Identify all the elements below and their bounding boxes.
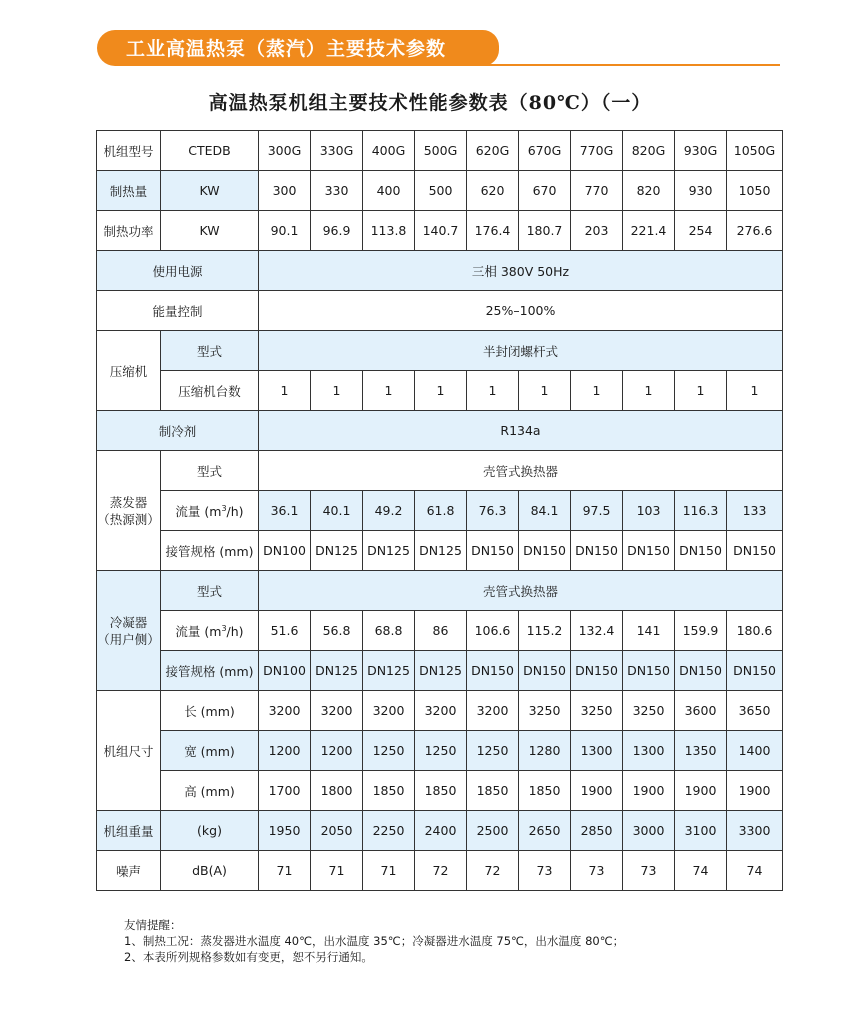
cell: 113.8 <box>363 211 415 251</box>
cell: 71 <box>311 851 363 891</box>
merged-cell: 壳管式换热器 <box>259 451 783 491</box>
cell: 1850 <box>467 771 519 811</box>
cell: 180.6 <box>727 611 783 651</box>
flow-label: 流量 (m <box>175 503 222 519</box>
cell: DN150 <box>623 651 675 691</box>
cell: 670 <box>519 171 571 211</box>
cell: 74 <box>675 851 727 891</box>
cell: 96.9 <box>311 211 363 251</box>
row-unit: (kg) <box>161 811 259 851</box>
flow-label: 流量 (m <box>175 623 222 639</box>
cell: 1050G <box>727 131 783 171</box>
cell: 3250 <box>623 691 675 731</box>
cell: 1300 <box>623 731 675 771</box>
row-label: 使用电源 <box>97 251 259 291</box>
cell: DN150 <box>727 651 783 691</box>
cell: 90.1 <box>259 211 311 251</box>
flow-label-end: /h) <box>226 623 244 639</box>
cell: 76.3 <box>467 491 519 531</box>
cell: 133 <box>727 491 783 531</box>
cell: 2850 <box>571 811 623 851</box>
notes-line: 2、本表所列规格参数如有变更，恕不另行通知。 <box>124 950 373 964</box>
cell: 330 <box>311 171 363 211</box>
cell: 3250 <box>519 691 571 731</box>
cell: 3250 <box>571 691 623 731</box>
group-label-compressor: 压缩机 <box>97 331 161 411</box>
row-noise <box>97 851 783 891</box>
cell: 3200 <box>415 691 467 731</box>
row-label: 高 (mm) <box>161 771 259 811</box>
cell: 86 <box>415 611 467 651</box>
cell: 1 <box>727 371 783 411</box>
cell: DN150 <box>467 651 519 691</box>
cell: DN125 <box>415 651 467 691</box>
group-label-line: （热源测） <box>97 511 160 527</box>
cell: 1850 <box>415 771 467 811</box>
cell: 254 <box>675 211 727 251</box>
row-capacity-control <box>97 291 783 331</box>
cell: 3200 <box>363 691 415 731</box>
cell: 1200 <box>311 731 363 771</box>
cell: 1300 <box>571 731 623 771</box>
row-model <box>97 131 783 171</box>
cell: 1900 <box>623 771 675 811</box>
row-label: 噪声 <box>97 851 161 891</box>
flow-label-end: /h) <box>226 503 244 519</box>
cell: 930G <box>675 131 727 171</box>
page-title: 高温热泵机组主要技术性能参数表（80℃）（一） <box>208 92 652 114</box>
cell: 3100 <box>675 811 727 851</box>
cell: 1 <box>311 371 363 411</box>
notes-line: 1、制热工况：蒸发器进水温度 40℃，出水温度 35℃；冷凝器进水温度 75℃，出水温度 80℃； <box>124 934 625 948</box>
cell: 180.7 <box>519 211 571 251</box>
cell: 3300 <box>727 811 783 851</box>
cell: 1900 <box>571 771 623 811</box>
row-label: 制冷剂 <box>97 411 259 451</box>
notes <box>124 917 624 965</box>
cell: 500 <box>415 171 467 211</box>
cell: 3000 <box>623 811 675 851</box>
cell: 2500 <box>467 811 519 851</box>
cell: 2650 <box>519 811 571 851</box>
cell: 1 <box>571 371 623 411</box>
cell: 49.2 <box>363 491 415 531</box>
cell: 1250 <box>415 731 467 771</box>
group-label-line: 冷凝器 <box>109 614 148 630</box>
cell: 221.4 <box>623 211 675 251</box>
row-label <box>161 611 259 651</box>
row-label: 能量控制 <box>97 291 259 331</box>
group-label-condenser <box>97 571 161 691</box>
cell: 73 <box>519 851 571 891</box>
cell: 1900 <box>727 771 783 811</box>
cell: 2400 <box>415 811 467 851</box>
cell: 72 <box>415 851 467 891</box>
cell: 74 <box>727 851 783 891</box>
cell: 330G <box>311 131 363 171</box>
cell: 106.6 <box>467 611 519 651</box>
cell: DN125 <box>311 651 363 691</box>
cell: 500G <box>415 131 467 171</box>
cell: 3200 <box>467 691 519 731</box>
cell: 203 <box>571 211 623 251</box>
cell: 73 <box>571 851 623 891</box>
cell: DN150 <box>675 531 727 571</box>
cell: 3200 <box>311 691 363 731</box>
cell: 176.4 <box>467 211 519 251</box>
cell: 140.7 <box>415 211 467 251</box>
section-banner-title: 工业高温热泵（蒸汽）主要技术参数 <box>126 38 447 60</box>
cell: 1800 <box>311 771 363 811</box>
cell: 103 <box>623 491 675 531</box>
cell: 820G <box>623 131 675 171</box>
cell: 1200 <box>259 731 311 771</box>
cell: DN150 <box>675 651 727 691</box>
group-label-dimensions: 机组尺寸 <box>97 691 161 811</box>
row-dimension-height <box>97 771 783 811</box>
cell: 820 <box>623 171 675 211</box>
row-label: 机组重量 <box>97 811 161 851</box>
row-dimension-length <box>97 691 783 731</box>
row-label: 接管规格 (mm) <box>161 651 259 691</box>
cell: DN125 <box>363 651 415 691</box>
row-label: 压缩机台数 <box>161 371 259 411</box>
cell: 1 <box>675 371 727 411</box>
cell: 1 <box>363 371 415 411</box>
cell: 1400 <box>727 731 783 771</box>
cell: 51.6 <box>259 611 311 651</box>
flow-label-sup: 3 <box>221 503 227 513</box>
cell: DN100 <box>259 531 311 571</box>
group-label-evaporator <box>97 451 161 571</box>
cell: DN125 <box>415 531 467 571</box>
cell: 159.9 <box>675 611 727 651</box>
row-heat-power <box>97 211 783 251</box>
cell: 115.2 <box>519 611 571 651</box>
cell: 1 <box>519 371 571 411</box>
cell: 61.8 <box>415 491 467 531</box>
cell: 71 <box>259 851 311 891</box>
cell: 40.1 <box>311 491 363 531</box>
row-label: 接管规格 (mm) <box>161 531 259 571</box>
row-label: 型式 <box>161 451 259 491</box>
cell: 71 <box>363 851 415 891</box>
row-unit: KW <box>161 211 259 251</box>
row-label: 宽 (mm) <box>161 731 259 771</box>
merged-cell: 半封闭螺杆式 <box>259 331 783 371</box>
cell: 141 <box>623 611 675 651</box>
row-evaporator-flow <box>97 491 783 531</box>
cell: 1950 <box>259 811 311 851</box>
cell: DN125 <box>363 531 415 571</box>
banner-divider-line <box>480 64 780 66</box>
cell: 2250 <box>363 811 415 851</box>
cell: 1250 <box>467 731 519 771</box>
cell: 1250 <box>363 731 415 771</box>
cell: 56.8 <box>311 611 363 651</box>
cell: 1 <box>623 371 675 411</box>
merged-cell: 25%–100% <box>259 291 783 331</box>
row-unit: dB(A) <box>161 851 259 891</box>
cell: 132.4 <box>571 611 623 651</box>
cell: DN150 <box>519 531 571 571</box>
cell: 36.1 <box>259 491 311 531</box>
cell: 670G <box>519 131 571 171</box>
cell: 1 <box>467 371 519 411</box>
cell: 1280 <box>519 731 571 771</box>
row-power-supply <box>97 251 783 291</box>
row-evaporator-type <box>97 451 783 491</box>
cell: 400 <box>363 171 415 211</box>
flow-label-sup: 3 <box>221 623 227 633</box>
cell: 3650 <box>727 691 783 731</box>
row-unit: KW <box>161 171 259 211</box>
cell: 1 <box>259 371 311 411</box>
cell: 72 <box>467 851 519 891</box>
cell: DN150 <box>571 531 623 571</box>
row-label: 型式 <box>161 331 259 371</box>
row-label: 制热量 <box>97 171 161 211</box>
spec-table <box>96 130 783 891</box>
cell: 930 <box>675 171 727 211</box>
merged-cell: R134a <box>259 411 783 451</box>
row-heat-capacity <box>97 171 783 211</box>
cell: 1050 <box>727 171 783 211</box>
cell: 620G <box>467 131 519 171</box>
row-condenser-type <box>97 571 783 611</box>
cell: DN150 <box>571 651 623 691</box>
cell: DN125 <box>311 531 363 571</box>
cell: 276.6 <box>727 211 783 251</box>
cell: 68.8 <box>363 611 415 651</box>
cell: 770G <box>571 131 623 171</box>
cell: 1850 <box>519 771 571 811</box>
row-condenser-flow <box>97 611 783 651</box>
cell: 2050 <box>311 811 363 851</box>
cell: 620 <box>467 171 519 211</box>
cell: 1900 <box>675 771 727 811</box>
cell: 400G <box>363 131 415 171</box>
cell: DN150 <box>519 651 571 691</box>
row-label: 机组型号 <box>97 131 161 171</box>
cell: 1700 <box>259 771 311 811</box>
cell: DN150 <box>727 531 783 571</box>
cell: 97.5 <box>571 491 623 531</box>
cell: 1850 <box>363 771 415 811</box>
row-label: 长 (mm) <box>161 691 259 731</box>
cell: DN150 <box>467 531 519 571</box>
group-label-line: 蒸发器 <box>109 494 148 510</box>
cell: 3200 <box>259 691 311 731</box>
cell: 770 <box>571 171 623 211</box>
cell: 84.1 <box>519 491 571 531</box>
row-evaporator-pipe <box>97 531 783 571</box>
cell: 300G <box>259 131 311 171</box>
cell: 73 <box>623 851 675 891</box>
row-weight <box>97 811 783 851</box>
row-dimension-width <box>97 731 783 771</box>
row-compressor-type <box>97 331 783 371</box>
row-label <box>161 491 259 531</box>
row-label: 型式 <box>161 571 259 611</box>
cell: DN100 <box>259 651 311 691</box>
cell: 3600 <box>675 691 727 731</box>
group-label-line: （用户侧） <box>97 631 160 647</box>
notes-title: 友情提醒： <box>124 918 182 932</box>
row-refrigerant <box>97 411 783 451</box>
merged-cell: 壳管式换热器 <box>259 571 783 611</box>
cell: 300 <box>259 171 311 211</box>
cell: 1350 <box>675 731 727 771</box>
row-compressor-count <box>97 371 783 411</box>
cell: DN150 <box>623 531 675 571</box>
row-condenser-pipe <box>97 651 783 691</box>
row-unit: CTEDB <box>161 131 259 171</box>
cell: 116.3 <box>675 491 727 531</box>
row-label: 制热功率 <box>97 211 161 251</box>
cell: 1 <box>415 371 467 411</box>
merged-cell: 三相 380V 50Hz <box>259 251 783 291</box>
